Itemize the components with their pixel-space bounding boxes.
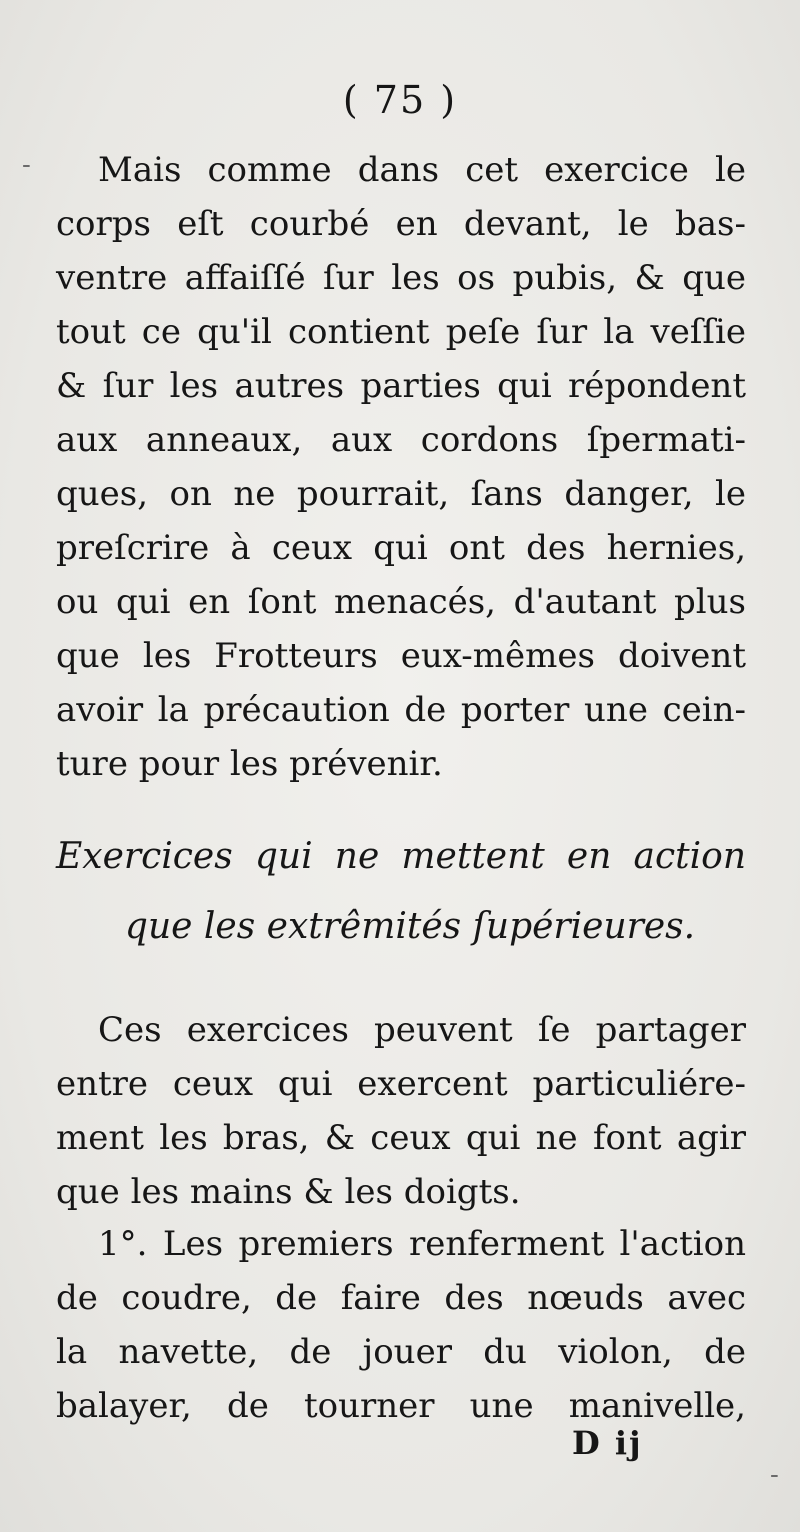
text-line: preſcrire à ceux qui ont des hernies, xyxy=(56,528,746,568)
signature-mark: D ij xyxy=(572,1424,643,1462)
margin-dash: - xyxy=(22,150,31,180)
text-line: de coudre, de faire des nœuds avec xyxy=(56,1278,746,1318)
text-line: tout ce qu'il contient peſe ſur la veſſie xyxy=(56,312,746,352)
text-line: ture pour les prévenir. xyxy=(56,744,443,784)
section-heading: Exercices qui ne mettent en action xyxy=(56,836,746,877)
margin-dash: - xyxy=(770,1460,779,1490)
text-line: que les mains & les doigts. xyxy=(56,1172,521,1212)
text-line: 1°. Les premiers renferment l'action xyxy=(98,1224,746,1264)
text-line: que les Frotteurs eux-mêmes doivent xyxy=(56,636,746,676)
text-line: entre ceux qui exercent particuliére- xyxy=(56,1064,746,1104)
text-line: ment les bras, & ceux qui ne font agir xyxy=(56,1118,746,1158)
text-line: & ſur les autres parties qui répondent xyxy=(56,366,746,406)
text-line: Mais comme dans cet exercice le xyxy=(98,150,746,190)
text-line: corps eſt courbé en devant, le bas- xyxy=(56,204,746,244)
text-line: ventre affaiſſé ſur les os pubis, & que xyxy=(56,258,746,298)
text-line: la navette, de jouer du violon, de xyxy=(56,1332,746,1372)
text-line: balayer, de tourner une manivelle, xyxy=(56,1386,746,1426)
text-line: Ces exercices peuvent ſe partager xyxy=(98,1010,746,1050)
section-heading: que les extrêmités ſupérieures. xyxy=(124,906,696,947)
text-line: aux anneaux, aux cordons ſpermati- xyxy=(56,420,746,460)
page-number: ( 75 ) xyxy=(342,78,458,122)
text-line: avoir la précaution de porter une cein- xyxy=(56,690,746,730)
text-line: ques, on ne pourrait, ſans danger, le xyxy=(56,474,746,514)
text-line: ou qui en ſont menacés, d'autant plus xyxy=(56,582,746,622)
